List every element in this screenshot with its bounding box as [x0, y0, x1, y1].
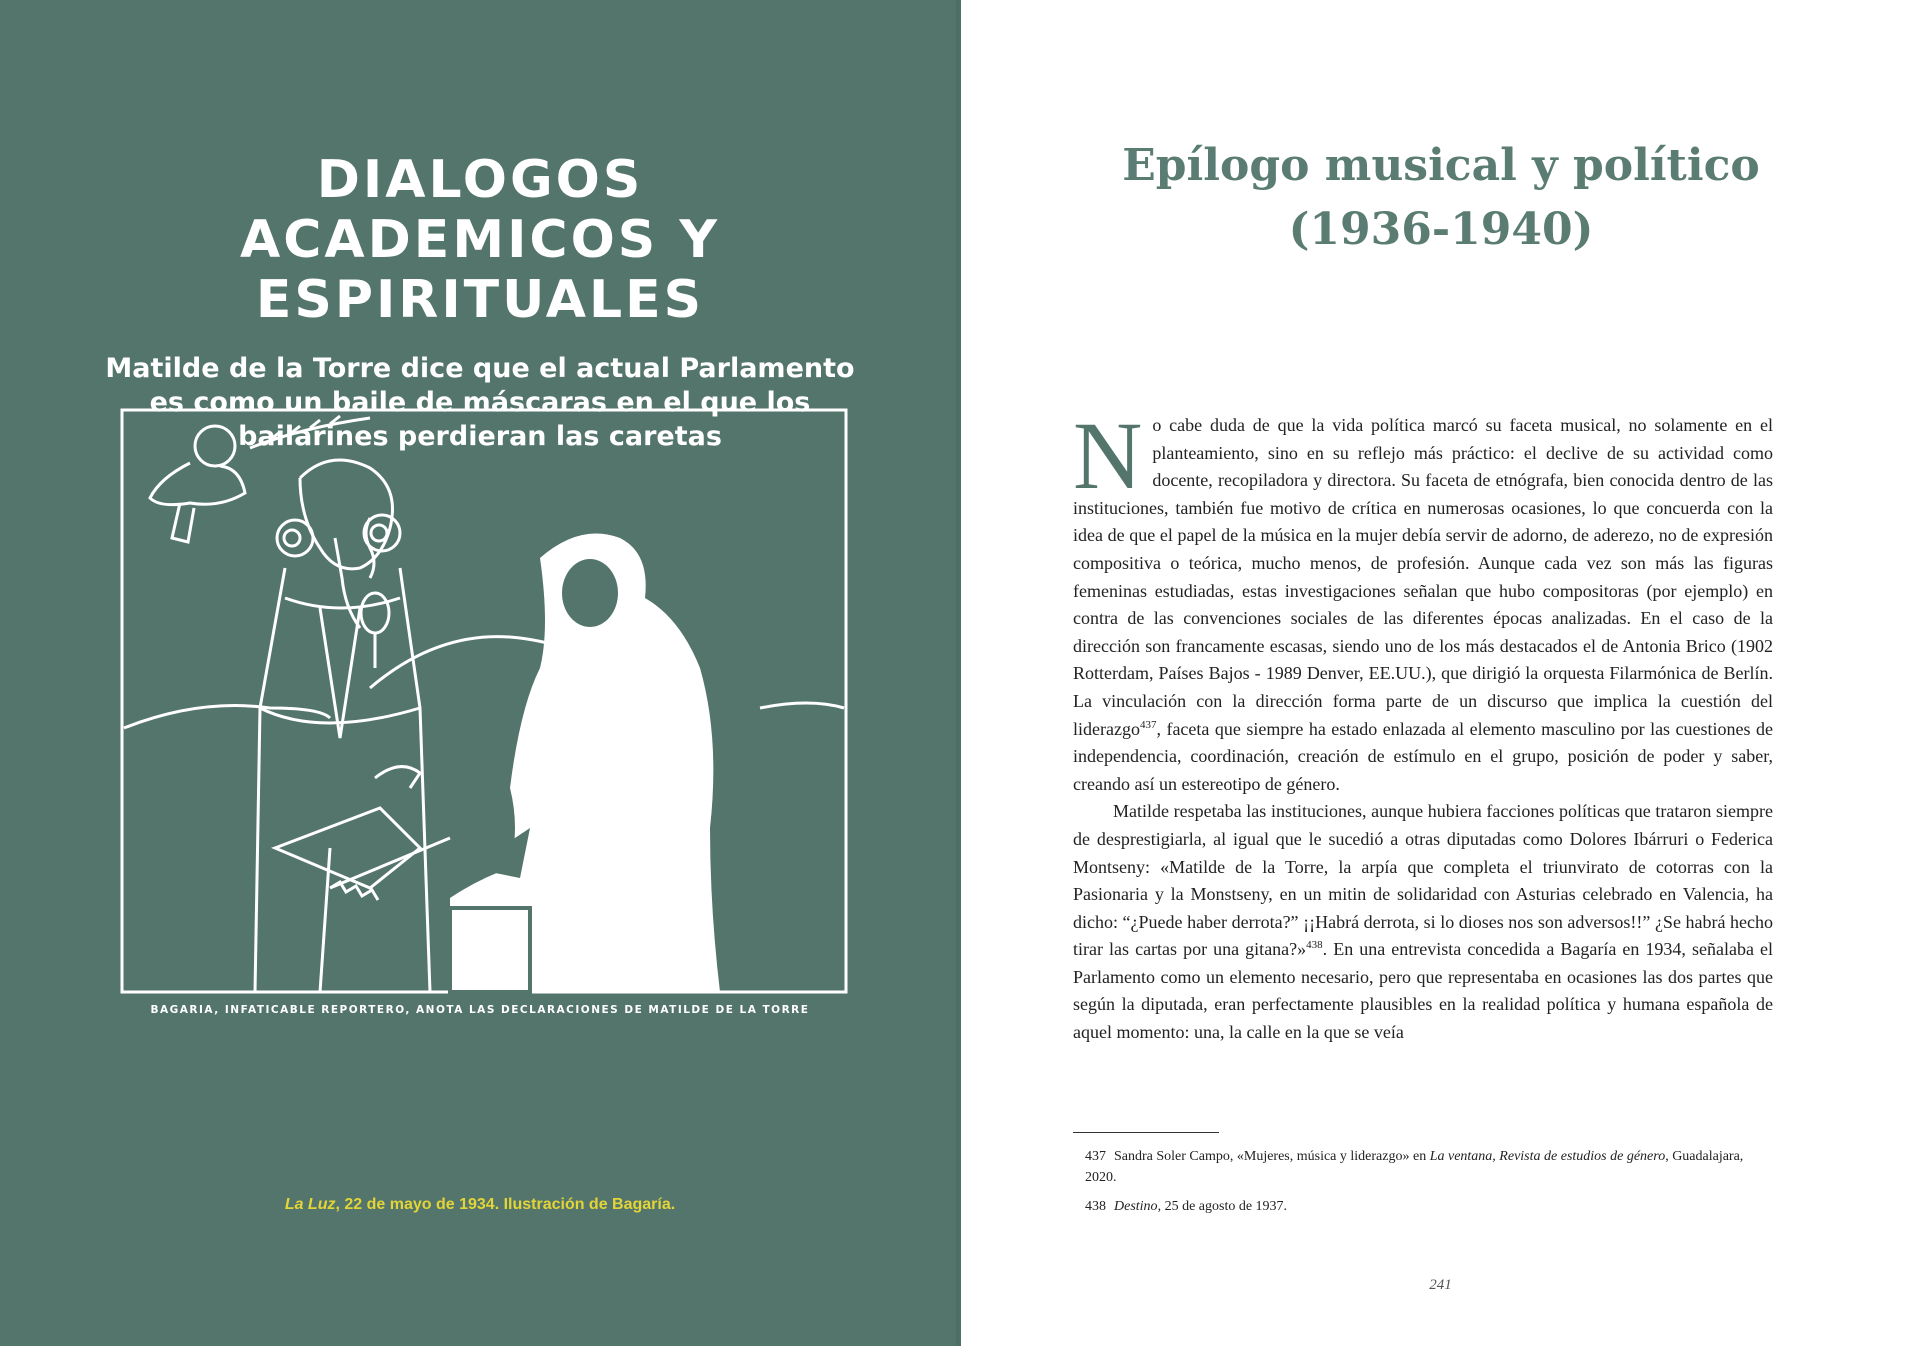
credit-text: , 22 de mayo de 1934. Ilustración de Bagaría. — [335, 1196, 676, 1213]
footnote-text: Sandra Soler Campo, «Mujeres, música y liderazgo» en — [1114, 1149, 1430, 1164]
page-number: 241 — [1429, 1277, 1452, 1293]
paragraph-1-text-a: o cabe duda de que la vida política marcó su faceta musical, no solamente en el planteamiento, sino en su reflejo más práctico: el declive de su actividad como docente, recopiladora y directora. Su faceta de etnógrafa, bien conocida dentro de las instituciones, también fue motivo de crítica en numerosas ocasiones, lo que concuerda con la idea de que el papel de la música en la mujer debía servir de adorno, de aderezo, no de expresión compositiva o teórica, mucho menos, de profesión. Aunque cada vez son más las figuras femeninas estudiadas, estas investigaciones señalan que hubo compositoras (por ejemplo) en contra de las convenciones sociales de las diferentes épocas analizadas. En el caso de la dirección son francamente escasas, siendo uno de los más destacados el de Antonia Brico (1902 Rotterdam, Países Bajos - 1989 Denver, EE.UU.), que dirigió la orquesta Filarmónica de Berlín. La vinculación con la dirección forma parte de un discurso que implica la cuestión del liderazgo — [1073, 415, 1773, 739]
paragraph-2-text-b: . En una entrevista concedida a Bagaría en 1934, señalaba el Parlamento como un elemento necesario, pero que representaba en ocasiones las dos partes que según la diputada, eran perfectamente plausibles en la realidad política y humana española de aquel momento: una, la calle en la que se veía — [1073, 939, 1773, 1043]
clipping-subheadline: Matilde de la Torre dice que el actual Parlamento es como un baile de máscaras en el que los bailarines perdieran las caretas — [105, 353, 855, 452]
footnote-ref-437: 437 — [1139, 718, 1157, 731]
hill-right — [760, 703, 844, 708]
body-text — [1073, 402, 1773, 1047]
drop-cap: N — [1073, 402, 1143, 509]
footnotes — [1073, 1146, 1773, 1225]
paragraph-2 — [1073, 798, 1773, 1046]
hill-left — [124, 706, 330, 729]
paragraph-2-text-a: Matilde respetaba las instituciones, aunque hubiera facciones políticas que trataron siempre de desprestigiarla, al igual que le sucedió a otras diputadas como Dolores Ibárruri o Federica Montseny: «Matilde de la Torre, la arpía que completa el triunvirato de cotorras con la Pasionaria y la Monstseny, en un mitin de solidaridad con Asturias celebrado en Valencia, ha dicho: “¿Puede haber derrota?” ¡¡Habrá derrota, si lo dioses nos son adversos!!” ¿Se habrá hecho tirar las cartas por una gitana?» — [1073, 801, 1773, 960]
footnote-438 — [1073, 1196, 1773, 1217]
footnote-number: 437 — [1085, 1149, 1106, 1164]
cherub-figure — [150, 416, 370, 542]
hill-middle — [370, 637, 560, 688]
footnote-text-end: , Guadalajara, 2020. — [1085, 1149, 1744, 1185]
table-edge — [330, 838, 450, 900]
footnote-divider — [1073, 1132, 1219, 1133]
footnote-text-end: , 25 de agosto de 1937. — [1157, 1199, 1288, 1214]
right-page — [961, 0, 1920, 1346]
credit-source: La Luz — [284, 1196, 336, 1213]
woman-figure — [255, 460, 430, 992]
clipping-headline: DIALOGOS ACADEMICOS Y ESPIRITUALES — [239, 150, 720, 330]
paragraph-1 — [1073, 402, 1773, 798]
footnote-437 — [1073, 1146, 1773, 1188]
footnote-italic: La ventana, Revista de estudios de género — [1429, 1149, 1666, 1164]
illustration-caption: BAGARIA, INFATICABLE REPORTERO, ANOTA LAS DECLARACIONES DE MATILDE DE LA TORRE — [150, 1004, 810, 1016]
bagaria-illustration — [120, 408, 848, 994]
chapter-title: Epílogo musical y político (1936-1940) — [1122, 140, 1760, 255]
footnote-italic: Destino — [1114, 1199, 1158, 1214]
photo-credit — [100, 1196, 860, 1214]
reporter-figure — [450, 534, 720, 993]
footnote-number: 438 — [1085, 1199, 1106, 1214]
paragraph-1-text-b: , faceta que siempre ha estado enlazada al elemento masculino por las cuestiones de independencia, coordinación, creación de estímulo en el grupo, posición de poder y saber, creando así un estereotipo de género. — [1073, 718, 1773, 794]
footnote-ref-438: 438 — [1306, 939, 1323, 952]
